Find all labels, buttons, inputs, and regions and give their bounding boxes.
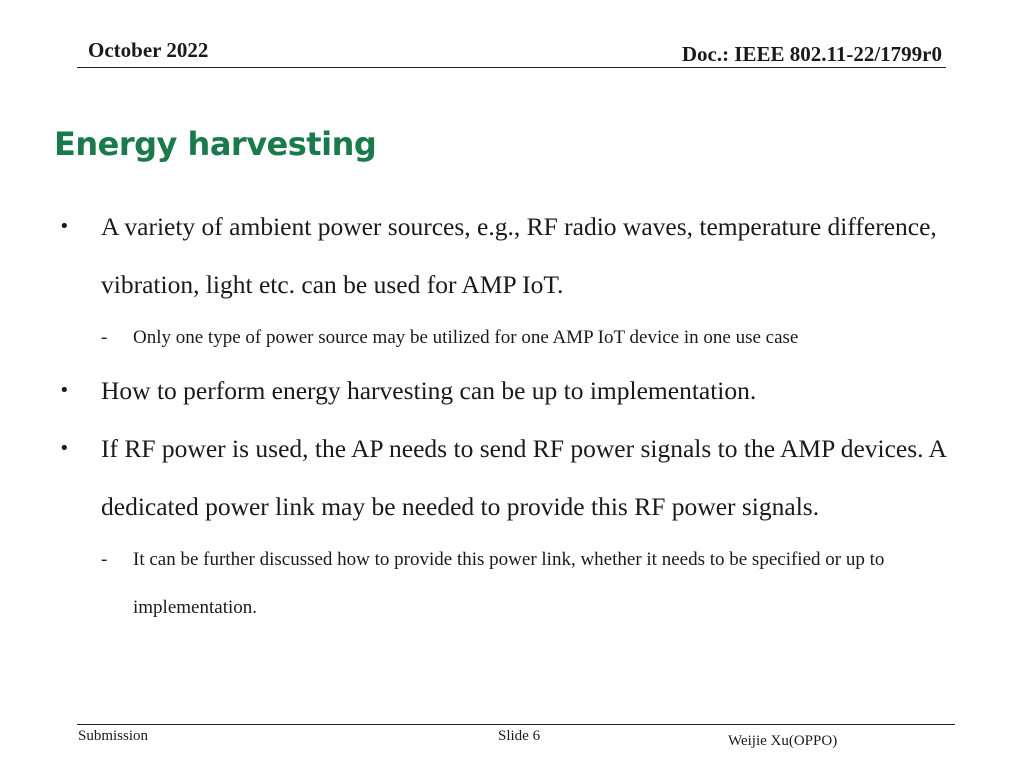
sub-bullet-marker: - [101,327,108,348]
bullet-marker: • [59,380,70,401]
sub-bullet-marker: - [101,549,108,570]
sub-bullet-text: Only one type of power source may be utilized for one AMP IoT device in one use case [133,327,799,348]
header-doc-id: Doc.: IEEE 802.11-22/1799r0 [681,42,942,66]
bullet-marker: • [59,438,70,459]
sub-bullet-item [56,536,956,632]
bullet-text: If RF power is used, the AP needs to send RF power signals to the AMP devices. A dedicated power link may be needed to provide this RF power signals. [101,434,946,521]
bullet-text: A variety of ambient power sources, e.g., RF radio waves, temperature difference, vibration, light etc. can be used for AMP IoT. [101,212,937,299]
header-divider [77,67,946,68]
bullet-item [56,198,956,314]
bullet-marker: • [59,216,70,237]
bullet-item [56,420,956,536]
footer-divider [77,724,955,725]
slide-title: Energy harvesting [54,125,377,163]
bullet-item [56,362,956,420]
footer-author: Weijie Xu(OPPO) [728,733,838,749]
header-date: October 2022 [88,38,209,62]
sub-bullet-item [56,314,956,362]
sub-bullet-text: It can be further discussed how to provide this power link, whether it needs to be specified or up to implementation. [133,549,885,618]
bullet-text: How to perform energy harvesting can be up to implementation. [101,376,757,405]
footer-slide-number: Slide 6 [498,728,541,744]
slide-body [56,200,956,632]
footer-submission: Submission [78,728,149,744]
